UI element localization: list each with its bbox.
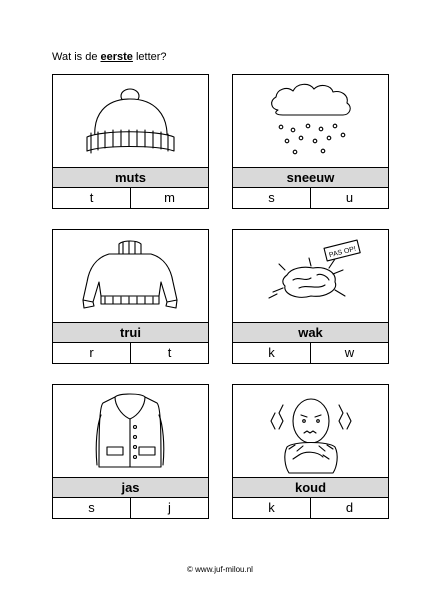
option-right[interactable]: w — [344, 345, 355, 360]
hat-icon — [53, 75, 208, 167]
coat-icon — [53, 385, 208, 477]
card-sneeuw — [232, 74, 389, 209]
card-koud — [232, 384, 389, 519]
option-right[interactable]: d — [345, 500, 354, 515]
option-left[interactable]: t — [53, 188, 131, 208]
word-label: trui — [53, 322, 208, 343]
card-jas — [52, 384, 209, 519]
word-label: muts — [53, 167, 208, 188]
warning-sign-text: PAS OP! — [328, 245, 357, 260]
snow-cloud-icon — [233, 75, 388, 167]
cold-person-icon — [233, 385, 388, 477]
instruction-keyword: eerste — [100, 51, 133, 63]
card-wak — [232, 229, 389, 364]
option-right[interactable]: t — [167, 345, 172, 360]
ice-hole-icon — [233, 230, 388, 322]
option-left[interactable]: k — [233, 343, 311, 363]
option-left[interactable]: s — [233, 188, 311, 208]
option-left[interactable]: s — [53, 498, 131, 518]
option-right[interactable]: j — [168, 500, 171, 515]
word-label: wak — [233, 322, 388, 343]
card-trui — [52, 229, 209, 364]
instruction-text — [52, 51, 167, 63]
word-label: sneeuw — [233, 167, 388, 188]
option-left[interactable]: k — [233, 498, 311, 518]
copyright-footer: © www.juf-milou.nl — [187, 565, 253, 574]
instruction-prefix: Wat is de — [52, 51, 101, 63]
word-label: koud — [233, 477, 388, 498]
option-right[interactable]: m — [164, 190, 175, 205]
sweater-icon — [53, 230, 208, 322]
card-muts — [52, 74, 209, 209]
instruction-suffix: letter? — [132, 51, 167, 63]
word-label: jas — [53, 477, 208, 498]
option-right[interactable]: u — [345, 190, 354, 205]
option-left[interactable]: r — [53, 343, 131, 363]
